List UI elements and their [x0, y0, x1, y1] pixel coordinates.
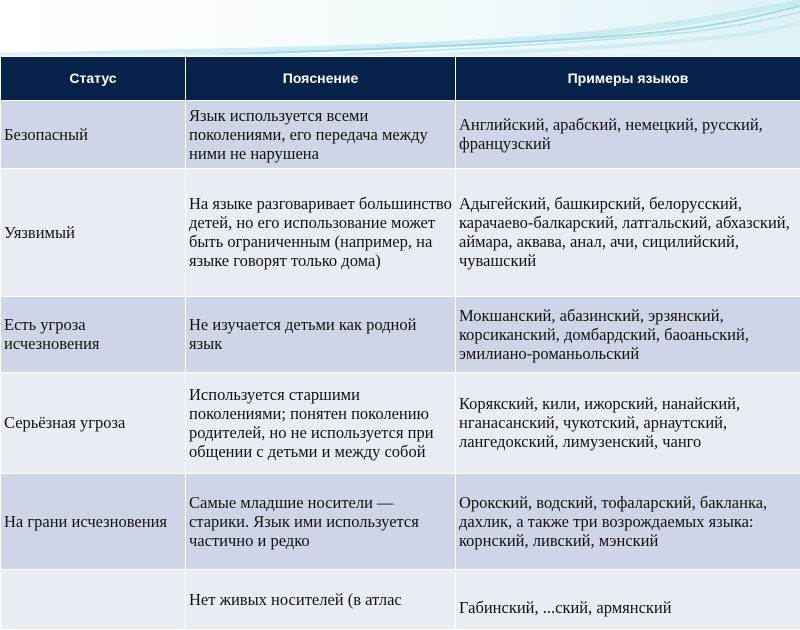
table-row	[1, 373, 800, 474]
explanation-cell: Нет живых носителей (в атлас	[186, 570, 456, 630]
status-cell: Серьёзная угроза	[1, 373, 186, 474]
table-row	[1, 474, 800, 570]
status-cell: На грани исчезновения	[1, 474, 186, 570]
explanation-cell: Самые младшие носители — старики. Язык ими используется частично и редко	[186, 474, 456, 570]
status-cell: Есть угроза исчезновения	[1, 297, 186, 373]
banner-waves-graphic	[0, 0, 800, 56]
table-row	[1, 297, 800, 373]
examples-cell: Английский, арабский, немецкий, русский, французский	[456, 101, 800, 169]
column-header-status: Статус	[1, 57, 186, 101]
examples-cell: Мокшанский, абазинский, эрзянский, корсиканский, домбардский, баоаньский, эмилиано-романьольский	[456, 297, 800, 373]
status-cell: Безопасный	[1, 101, 186, 169]
explanation-cell: Язык используется всеми поколениями, его передача между ними не нарушена	[186, 101, 456, 169]
examples-cell: Орокский, водский, тофаларский, бакланка, дахлик, а также три возрождаемых языка: корнский, ливский, мэнский	[456, 474, 800, 570]
table-header-row	[1, 57, 800, 101]
column-header-explanation: Пояснение	[186, 57, 456, 101]
explanation-cell: Используется старшими поколениями; понятен поколению родителей, но не используется при общении с детьми и между собой	[186, 373, 456, 474]
status-cell: Уязвимый	[1, 169, 186, 297]
examples-cell: Корякский, кили, ижорский, нанайский, нганасанский, чукотский, арнаутский, лангедокский, лимузенский, чанго	[456, 373, 800, 474]
examples-cell: Адыгейский, башкирский, белорусский, карачаево-балкарский, латгальский, абхазский, аймара, аквава, анал, ачи, сицилийский, чувашский	[456, 169, 800, 297]
table-row	[1, 101, 800, 169]
column-header-examples: Примеры языков	[456, 57, 800, 101]
decorative-banner	[0, 0, 800, 56]
language-status-table	[0, 56, 800, 630]
table-row	[1, 169, 800, 297]
examples-cell: Габинский, ...ский, армянский	[456, 570, 800, 630]
explanation-cell: Не изучается детьми как родной язык	[186, 297, 456, 373]
explanation-cell: На языке разговаривает большинство детей, но его использование может быть ограниченным (например, на языке говорят только дома)	[186, 169, 456, 297]
